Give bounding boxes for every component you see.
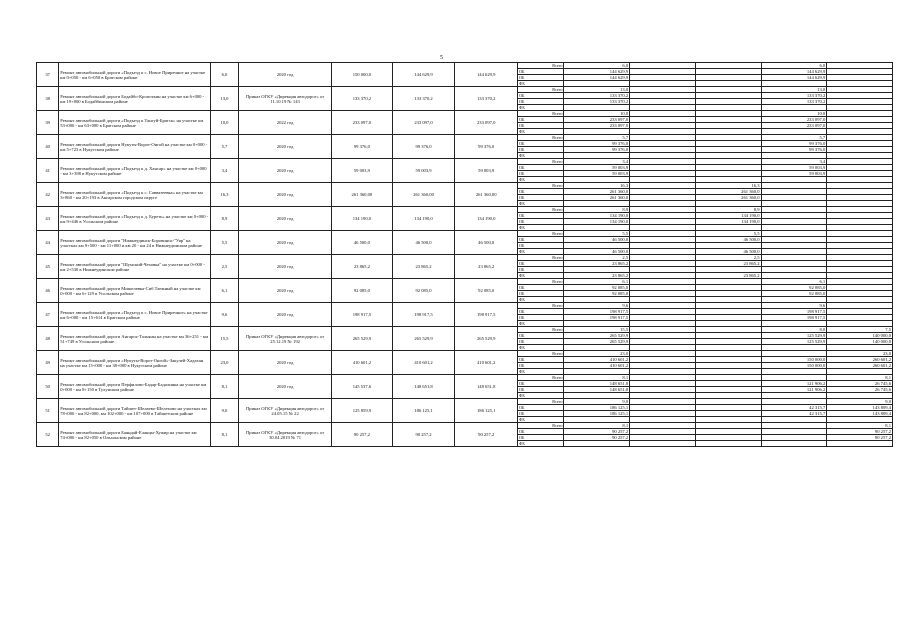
row-number: 45 [37,255,59,279]
value-cell: 5,5 [564,231,630,237]
value-cell: 13,0 [564,87,630,93]
source-label: ОБ [518,141,564,147]
value-cell: 9,6 [564,303,630,309]
source-label: ОБ [518,195,564,201]
value-cell: 8,1 [827,375,893,381]
value-cell: 90 257,2 [564,429,630,435]
source-label: ФБ [518,345,564,351]
cost-estimate: 46 500,0 [332,231,393,255]
year-or-order: Приказ ОГКУ «Дирекция автодорог» от 24.05.15 № 22 [239,399,332,423]
cost-2: 410 601,2 [455,351,518,375]
source-label: Всего [518,399,564,405]
year-or-order: 2020 год [239,159,332,183]
cost-2: 92 085,0 [455,279,518,303]
value-cell: 8,1 [564,375,630,381]
source-label: ОБ [518,123,564,129]
source-label: Всего [518,111,564,117]
object-name: Ремонт автомобильной дороги «Подъезд к с. Новое Приречное» на участке км 6+000 - км 15+614 в Братском районе [59,303,211,327]
source-label: Всего [518,375,564,381]
value-cell: 198 917,5 [564,315,630,321]
value-cell: 46 500,0 [695,237,761,243]
value-cell: 198 917,5 [761,315,827,321]
cost-estimate: 90 257,2 [332,423,393,447]
year-or-order: Приказ ОГКУ «Дирекция автодорог» от 11.10.19 № 143 [239,87,332,111]
value-cell: 13,0 [761,87,827,93]
source-label: ОБ [518,309,564,315]
cost-estimate: 134 190,0 [332,207,393,231]
source-label: ОБ [518,291,564,297]
value-cell: 15,5 [564,327,630,333]
object-name: Ремонт автомобильной дороги Баяндай-Еланцы-Хужир на участке км 74+000 - км 82+050 в Ольхонском районе [59,423,211,447]
cost-estimate: 133 370,2 [332,87,393,111]
row-number: 43 [37,207,59,231]
source-label: Всего [518,279,564,285]
value-cell: 261 360,0 [695,195,761,201]
cost-2: 144 629,9 [455,63,518,87]
cost-1: 92 085,0 [392,279,455,303]
value-cell: 134 190,0 [695,213,761,219]
value-cell [695,441,761,447]
road-repair-table [36,62,893,447]
source-label: Всего [518,63,564,69]
object-name: Ремонт автомобильной дороги Нукуты-Ворот-Онгой на участке км 0+000 - км 5+723 в Нукутском районе [59,135,211,159]
row-number: 42 [37,183,59,207]
source-label: ФБ [518,273,564,279]
object-name: Ремонт автомобильной дороги «Подъезд к д. Хансар» на участке км 0+000 - км 3+398 в Нукутском районе [59,159,211,183]
value-cell: 16,3 [695,183,761,189]
row-number: 52 [37,423,59,447]
length-km: 6,0 [210,63,238,87]
value-cell: 26 745,6 [827,387,893,393]
source-label: ФБ [518,129,564,135]
source-label: ОБ [518,333,564,339]
cost-estimate: 150 000,0 [332,63,393,87]
value-cell: 6,0 [564,63,630,69]
value-cell [827,441,893,447]
source-label: Всего [518,327,564,333]
value-cell: 233 097,0 [761,117,827,123]
value-cell: 144 629,9 [761,75,827,81]
source-label: Всего [518,135,564,141]
value-cell: 46 500,0 [564,249,630,255]
cost-2: 148 651,8 [455,375,518,399]
cost-1: 410 601,2 [392,351,455,375]
source-label: ФБ [518,297,564,303]
value-cell [761,441,827,447]
value-cell: 99 376,0 [564,147,630,153]
value-cell: 144 629,9 [761,69,827,75]
source-label: ОБ [518,411,564,417]
value-cell: 92 085,0 [564,285,630,291]
object-name: Ремонт автомобильной дороги «Подъезд к Тангуй-Братск» на участке км 53+000 - км 63+000 в Братском районе [59,111,211,135]
source-label: ОБ [518,147,564,153]
value-cell: 134 190,0 [695,219,761,225]
cost-1: 23 865,2 [392,255,455,279]
cost-1: 46 500,0 [392,231,455,255]
value-cell: 26 745,6 [827,381,893,387]
value-cell: 133 370,2 [761,99,827,105]
value-cell: 92 085,0 [761,285,827,291]
source-label: ОБ [518,117,564,123]
source-label: ФБ [518,105,564,111]
length-km: 9,6 [210,303,238,327]
value-cell: 9,0 [827,399,893,405]
object-name: Ремонт автомобильной дороги «Подъезд к с. Савватеевка» на участке км 3+860 - км 20+193 в Ангарском городском округе [59,183,211,207]
length-km: 16,3 [210,183,238,207]
cost-1: 261 360,00 [392,183,455,207]
value-cell: 125 529,9 [761,339,827,345]
source-label: ОБ [518,237,564,243]
cost-estimate: 145 537,6 [332,375,393,399]
value-cell: 186 125,1 [564,405,630,411]
year-or-order: Приказ ОГКУ «Дирекция автодорог» от 25.12.19 № 192 [239,327,332,351]
value-cell: 233 097,0 [564,123,630,129]
value-cell: 90 257,2 [564,435,630,441]
source-label: Всего [518,423,564,429]
value-cell: 5,5 [695,231,761,237]
value-cell: 5,7 [761,135,827,141]
source-label: ФБ [518,225,564,231]
source-label: ОБ [518,75,564,81]
row-number: 50 [37,375,59,399]
source-label: ФБ [518,393,564,399]
value-cell: 186 125,1 [564,411,630,417]
value-cell: 148 651,8 [564,381,630,387]
source-label: Всего [518,183,564,189]
cost-1: 148 651,8 [392,375,455,399]
object-name: Ремонт автомобильной дороги "Нижнеудинск-Боровинск-"Уяр" на участках км 9+500 - км 11+000 и км 20 - км 24 в Нижнеудинском районе [59,231,211,255]
value-cell: 143 809,4 [827,405,893,411]
source-label: ФБ [518,369,564,375]
value-cell: 59 003,9 [761,165,827,171]
value-cell: 265 529,9 [564,333,630,339]
row-number: 51 [37,399,59,423]
value-cell: 144 629,9 [564,75,630,81]
cost-2: 134 190,0 [455,207,518,231]
value-cell: 144 629,9 [564,69,630,75]
year-or-order: Приказ ОГКУ «Дирекция автодорог» от 30.04.2019 № 71 [239,423,332,447]
value-cell: 9,0 [564,399,630,405]
source-label: ОБ [518,381,564,387]
source-label: ОБ [518,405,564,411]
cost-estimate: 92 085,0 [332,279,393,303]
value-cell: 133 370,2 [564,93,630,99]
value-cell: 10,0 [761,111,827,117]
value-cell: 134 190,0 [564,213,630,219]
length-km: 15,5 [210,327,238,351]
year-or-order: 2022 год [239,111,332,135]
value-cell: 10,0 [564,111,630,117]
value-cell: 410 601,2 [564,363,630,369]
value-cell: 143 809,4 [827,411,893,417]
object-name: Ремонт автомобильной дороги «Подъезд к д. Буреть» на участке км 0+000 - км 9+446 в Усольском районе [59,207,211,231]
row-number: 38 [37,87,59,111]
value-cell: 99 376,0 [564,141,630,147]
source-label: Всего [518,303,564,309]
value-cell: 16,3 [564,183,630,189]
value-cell: 133 370,2 [564,99,630,105]
value-cell: 261 360,0 [695,189,761,195]
value-cell: 23 865,2 [695,261,761,267]
value-cell: 5,7 [564,135,630,141]
length-km: 8,1 [210,375,238,399]
source-label: Всего [518,159,564,165]
year-or-order: 2020 год [239,207,332,231]
value-cell [630,441,696,447]
length-km: 23,0 [210,351,238,375]
value-cell: 198 917,5 [564,309,630,315]
source-label: ФБ [518,177,564,183]
year-or-order: 2020 год [239,63,332,87]
value-cell: 198 917,5 [761,309,827,315]
value-cell: 150 000,0 [761,363,827,369]
source-label: ФБ [518,417,564,423]
length-km: 9,0 [210,399,238,423]
object-name: Ремонт автомобильной дороги «Нукуты-Ворот-Онгой»-Закулей-Хадахан на участке км 15+000 - км 38+000 в Нукутском районе [59,351,211,375]
source-label: Всего [518,351,564,357]
object-name: Ремонт автомобильной дороги Тайшет-Шелаево-Шелехово на участках км 78+000 - км 82+000, км 102+000 - км 107+000 в Тайшетском районе [59,399,211,423]
cost-2: 23 865,2 [455,255,518,279]
length-km: 10,0 [210,111,238,135]
value-cell: 46 500,0 [695,249,761,255]
source-label: ФБ [518,201,564,207]
cost-2: 133 370,2 [455,87,518,111]
object-name: Ремонт автомобильной дороги Ангарск-Тальяны на участке км 36+251 - км 51+749 в Усольском районе [59,327,211,351]
source-label: ОБ [518,243,564,249]
length-km: 13,0 [210,87,238,111]
value-cell: 23,0 [827,351,893,357]
value-cell: 8,9 [564,207,630,213]
value-cell: 23 865,2 [564,273,630,279]
value-cell: 23 865,2 [564,261,630,267]
cost-2: 265 529,9 [455,327,518,351]
value-cell: 261 360,0 [564,195,630,201]
row-number: 46 [37,279,59,303]
row-number: 37 [37,63,59,87]
source-label: ОБ [518,339,564,345]
value-cell: 23 865,2 [695,273,761,279]
cost-1: 99 376,0 [392,135,455,159]
value-cell: 59 003,9 [564,165,630,171]
value-cell: 2,5 [695,255,761,261]
object-name: Ремонт автомобильной дороги Мишелевка-Сиб.Таежный на участке км 0+000 - км 6+129 в Усольском районе [59,279,211,303]
year-or-order: 2020 год [239,375,332,399]
source-label: ФБ [518,249,564,255]
row-number: 39 [37,111,59,135]
cost-2: 46 500,0 [455,231,518,255]
source-label: ФБ [518,441,564,447]
value-cell: 265 529,9 [564,339,630,345]
source-label: ОБ [518,99,564,105]
value-cell: 42 315,7 [761,405,827,411]
source-label: ОБ [518,189,564,195]
cost-2: 99 376,0 [455,135,518,159]
source-label: ОБ [518,387,564,393]
cost-1: 59 003,9 [392,159,455,183]
cost-estimate: 59 003,9 [332,159,393,183]
value-cell: 23,0 [564,351,630,357]
cost-estimate: 125 859,9 [332,399,393,423]
source-label: Всего [518,255,564,261]
length-km: 8,1 [210,423,238,447]
value-cell: 8,0 [761,327,827,333]
year-or-order: 2020 год [239,303,332,327]
value-cell: 92 085,0 [564,291,630,297]
cost-1: 134 190,0 [392,207,455,231]
cost-1: 265 529,9 [392,327,455,351]
year-or-order: 2020 год [239,135,332,159]
object-name: Ремонт автомобильной дороги "Шумский-Чеховка" на участке км 0+000 - км 2+530 в Нижнеудинском районе [59,255,211,279]
source-label: ФБ [518,321,564,327]
source-label: ОБ [518,429,564,435]
value-cell: 260 601,2 [827,357,893,363]
cost-estimate: 198 917,5 [332,303,393,327]
value-cell: 8,9 [695,207,761,213]
cost-1: 186 125,1 [392,399,455,423]
value-cell: 261 360,0 [564,189,630,195]
source-label: ОБ [518,165,564,171]
value-cell: 7,5 [827,327,893,333]
source-label: ОБ [518,315,564,321]
page-number: 5 [440,55,443,61]
cost-estimate: 23 865,2 [332,255,393,279]
cost-estimate: 261 360,00 [332,183,393,207]
source-label: ОБ [518,261,564,267]
row-number: 44 [37,231,59,255]
cost-estimate: 233 097,0 [332,111,393,135]
value-cell: 6,1 [564,279,630,285]
value-cell: 8,1 [564,423,630,429]
cost-estimate: 99 376,0 [332,135,393,159]
value-cell: 125 529,9 [761,333,827,339]
source-label: ОБ [518,267,564,273]
cost-2: 59 003,9 [455,159,518,183]
value-cell: 134 190,0 [564,219,630,225]
cost-2: 186 125,1 [455,399,518,423]
value-cell: 59 003,9 [761,171,827,177]
year-or-order: 2020 год [239,255,332,279]
value-cell: 260 601,2 [827,363,893,369]
value-cell: 121 906,2 [761,387,827,393]
length-km: 8,9 [210,207,238,231]
source-label: ОБ [518,171,564,177]
length-km: 3,4 [210,159,238,183]
object-name: Ремонт автомобильной дороги Бодайбо-Кропоткин на участке км 6+000 - км 19+000 в Бодайбинском районе [59,87,211,111]
value-cell: 6,1 [761,279,827,285]
value-cell: 3,4 [564,159,630,165]
source-label: ОБ [518,363,564,369]
value-cell: 150 000,0 [761,357,827,363]
source-label: ФБ [518,81,564,87]
value-cell: 99 376,0 [761,141,827,147]
value-cell: 42 315,7 [761,411,827,417]
value-cell: 410 601,2 [564,357,630,363]
cost-1: 90 257,2 [392,423,455,447]
source-label: ОБ [518,93,564,99]
source-label: ОБ [518,213,564,219]
length-km: 2,5 [210,255,238,279]
year-or-order: 2020 год [239,231,332,255]
value-cell: 9,6 [761,303,827,309]
cost-1: 144 629,9 [392,63,455,87]
cost-1: 133 370,2 [392,87,455,111]
value-cell: 2,5 [564,255,630,261]
value-cell: 46 500,0 [564,237,630,243]
row-number: 48 [37,327,59,351]
cost-1: 198 917,5 [392,303,455,327]
cost-estimate: 410 601,2 [332,351,393,375]
source-label: Всего [518,231,564,237]
source-label: ФБ [518,153,564,159]
value-cell: 92 085,0 [761,291,827,297]
cost-2: 198 917,5 [455,303,518,327]
value-cell: 90 257,2 [827,435,893,441]
length-km: 5,7 [210,135,238,159]
value-cell: 233 097,0 [761,123,827,129]
row-number: 40 [37,135,59,159]
object-name: Ремонт автомобильной дороги Перфилово-Бадар-Бадалинка на участке км 0+000 - км 8+150 в Тулунском районе [59,375,211,399]
source-label: ОБ [518,69,564,75]
year-or-order: 2020 год [239,279,332,303]
value-cell: 59 003,9 [564,171,630,177]
value-cell: 8,1 [827,423,893,429]
row-number: 47 [37,303,59,327]
value-cell [564,441,630,447]
cost-2: 233 097,0 [455,111,518,135]
value-cell: 121 906,2 [761,381,827,387]
row-number: 49 [37,351,59,375]
row-number: 41 [37,159,59,183]
cost-2: 90 257,2 [455,423,518,447]
value-cell: 99 376,0 [761,147,827,153]
source-label: Всего [518,207,564,213]
length-km: 6,1 [210,279,238,303]
object-name: Ремонт автомобильной дороги «Подъезд к с. Новое Приречное на участке км 0+050 - км 6+050 в Братском районе [59,63,211,87]
value-cell: 233 097,0 [564,117,630,123]
source-label: ОБ [518,285,564,291]
cost-2: 261 360,00 [455,183,518,207]
value-cell: 90 257,2 [827,429,893,435]
value-cell: 140 000,0 [827,333,893,339]
year-or-order: 2020 год [239,351,332,375]
source-label: ОБ [518,435,564,441]
length-km: 5,5 [210,231,238,255]
year-or-order: 2020 год [239,183,332,207]
value-cell: 133 370,2 [761,93,827,99]
cost-1: 233 097,0 [392,111,455,135]
cost-estimate: 265 529,9 [332,327,393,351]
value-cell: 148 651,8 [564,387,630,393]
value-cell: 3,4 [761,159,827,165]
source-label: Всего [518,87,564,93]
source-label: ОБ [518,219,564,225]
source-label: ОБ [518,357,564,363]
value-cell: 140 000,0 [827,339,893,345]
value-cell: 6,0 [761,63,827,69]
